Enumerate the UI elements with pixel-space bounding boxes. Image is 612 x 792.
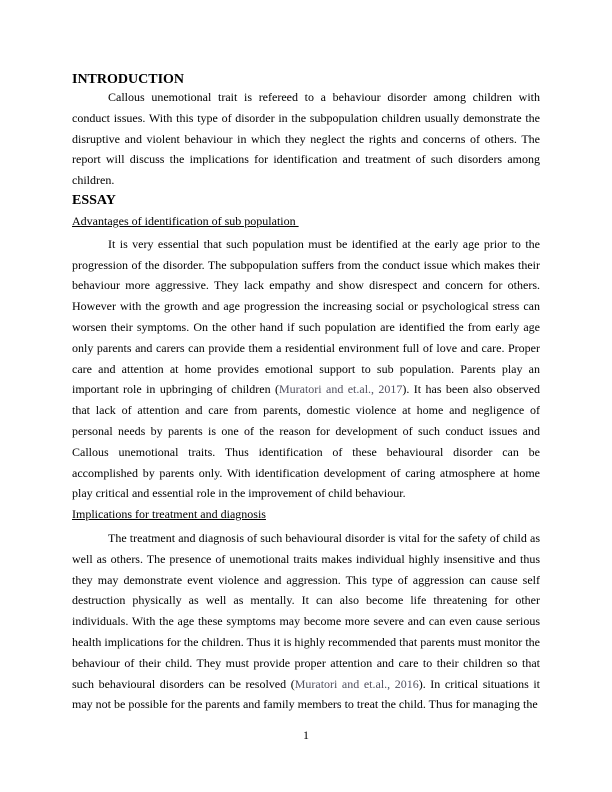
implications-paragraph xyxy=(72,528,540,715)
advantages-subheading xyxy=(72,211,540,232)
advantages-text-after-citation: ). It has been also observed that lack of attention and care from parents, domestic violence at home and negligence of personal needs by parents is one of the reason for development of such conduct issues and Callous unemotional traits. Thus identification of these behavioural disorder can be accomplished by parents only. With identification development of caring atmosphere at home play critical and essential role in the improvement of child behaviour. xyxy=(72,382,540,501)
document-page xyxy=(72,72,540,715)
advantages-subheading-text: Advantages of identification of sub population xyxy=(72,213,299,228)
page-number: 1 xyxy=(303,728,309,742)
implications-subheading: Implications for treatment and diagnosis xyxy=(72,507,266,522)
advantages-citation: Muratori and et.al., 2017 xyxy=(278,382,403,397)
advantages-paragraph xyxy=(72,234,540,504)
implications-text-before-citation: The treatment and diagnosis of such behavioural disorder is vital for the safety of child as well as others. The presence of unemotional traits makes individual highly insensitive and thus they may demonstrate event violence and aggression. This type of aggression can cause self destruction physically as well as mentally. It can also become life threatening for other individuals. With the age these symptoms may become more severe and can even cause serious health implications for the children. Thus it is highly recommended that parents must monitor the behaviour of their child. They must provide proper attention and care to their children so that such behavioural disorders can be resolved ( xyxy=(72,530,540,691)
advantages-text-before-citation: It is very essential that such population must be identified at the early age prior to the progression of the disorder. The subpopulation suffers from the conduct issue which makes their behaviour more aggressive. They lack empathy and show disrespect and concern for others. However with the growth and age progression the increasing social or psychological stress can worsen their symptoms. On the other hand if such population are identified the from early age only parents and carers can provide them a residential environment full of love and care. Proper care and attention at home provides emotional support to sub population. Parents play an important role in upbringing of children ( xyxy=(72,236,540,397)
introduction-paragraph: Callous unemotional trait is refereed to a behaviour disorder among children with conduct issues. With this type of disorder in the subpopulation children usually demonstrate the disruptive and violent behaviour in which they neglect the rights and concerns of others. The report will discuss the implications for identification and treatment of such disorders among children. xyxy=(72,90,540,188)
implications-text-after-citation: ). In critical situations it may not be possible for the parents and family members to treat the child. Thus for managing the xyxy=(72,676,540,712)
essay-heading: ESSAY xyxy=(72,192,116,208)
introduction-heading: INTRODUCTION xyxy=(72,72,185,87)
implications-citation: Muratori and et.al., 2016 xyxy=(294,676,419,691)
